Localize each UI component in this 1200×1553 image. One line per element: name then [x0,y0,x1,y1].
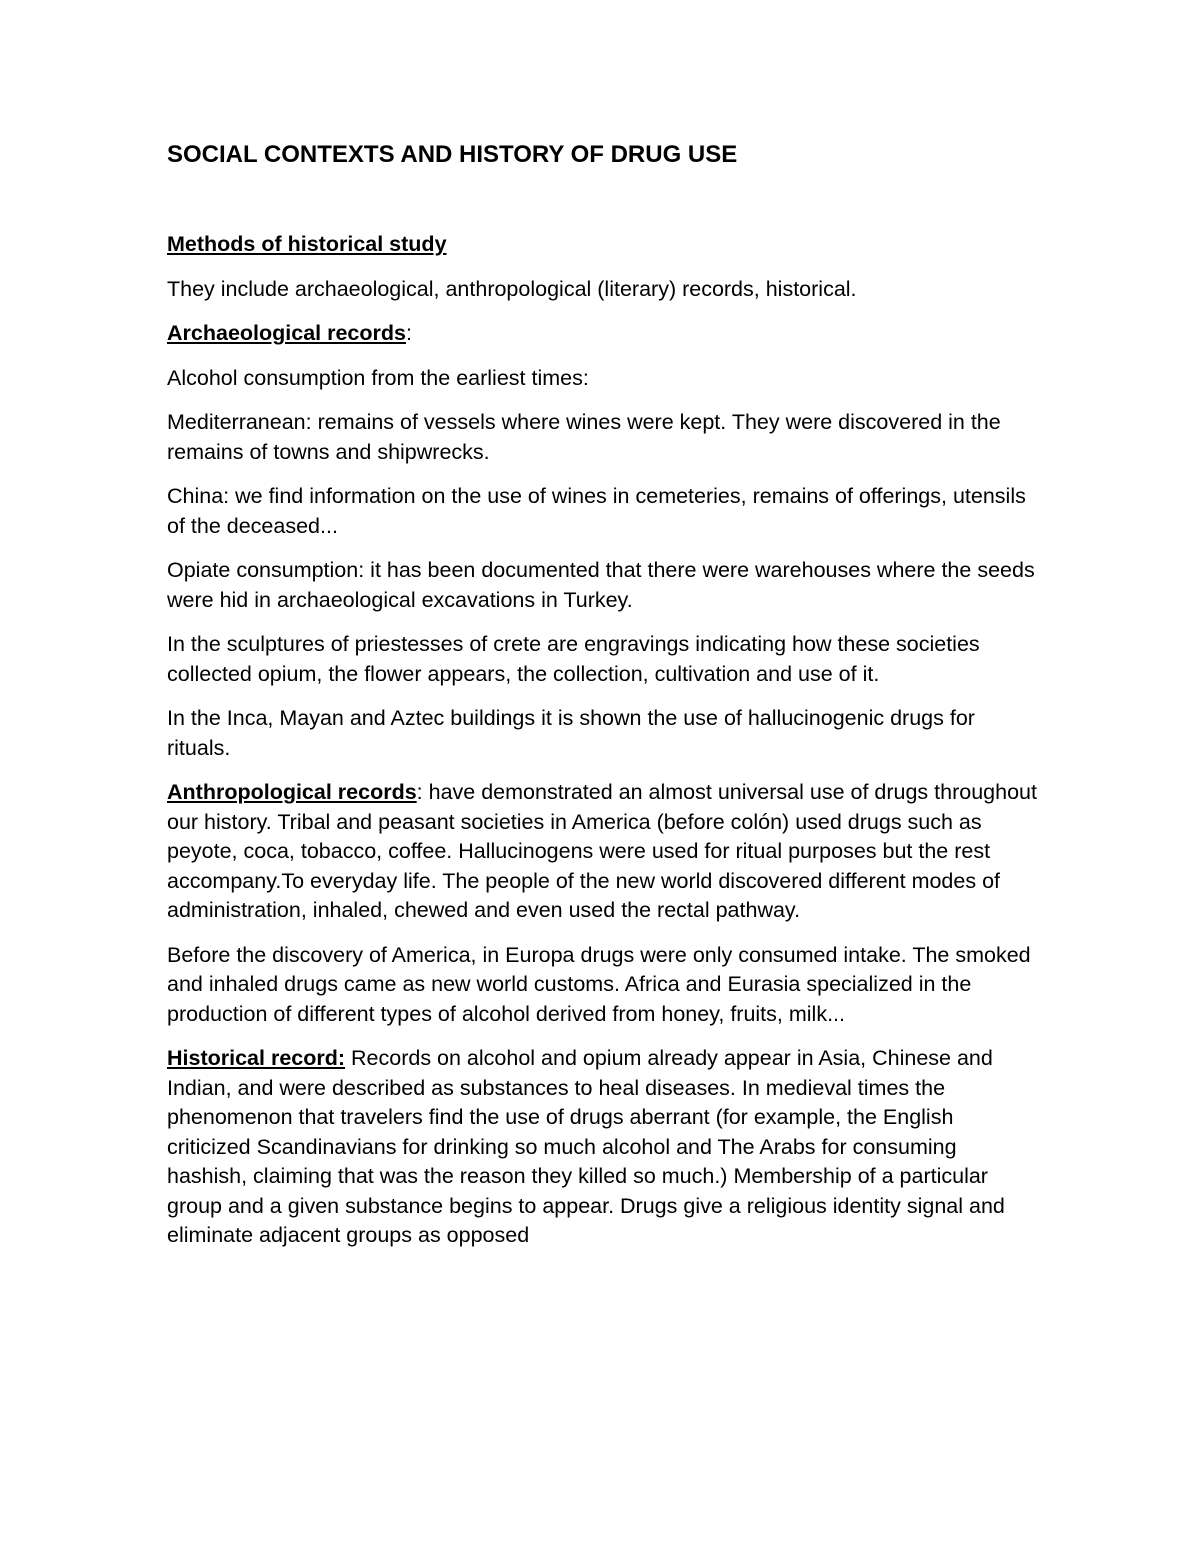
anthropological-paragraph [167,778,1037,926]
document-title: SOCIAL CONTEXTS AND HISTORY OF DRUG USE [167,141,738,168]
historical-label: Historical record: [167,1046,346,1070]
anthropological-label: Anthropological records [167,780,417,804]
historical-paragraph [167,1044,1037,1251]
archaeological-paragraph: Mediterranean: remains of vessels where wines were kept. They were discovered in the remains of towns and shipwrecks. [167,410,1001,464]
archaeological-paragraph: Alcohol consumption from the earliest times: [167,365,589,390]
archaeological-paragraph: China: we find information on the use of wines in cemeteries, remains of offerings, utensils of the deceased... [167,484,1026,538]
historical-text: Records on alcohol and opium already appear in Asia, Chinese and Indian, and were described as substances to heal diseases. In medieval times the phenomenon that travelers find the use of drugs aberrant (for example, the English criticized Scandinavians for drinking so much alcohol and The Arabs for consuming hashish, claiming that was the reason they killed so much.) Membership of a particular group and a given substance begins to appear. Drugs give a religious identity signal and eliminate adjacent groups as opposed [167,1046,1005,1247]
anthropological-text: : have demonstrated an almost universal use of drugs throughout our history. Tribal and peasant societies in America (before colón) used drugs such as peyote, coca, tobacco, coffee. Hallucinogens were used for ritual purposes but the rest accompany.To everyday life. The people of the new world discovered different modes of administration, inhaled, chewed and even used the rectal pathway. [167,780,1037,922]
before-discovery-paragraph: Before the discovery of America, in Europa drugs were only consumed intake. The smoked and inhaled drugs came as new world customs. Africa and Eurasia specialized in the production of different types of alcohol derived from honey, fruits, milk... [167,942,1031,1026]
archaeological-label: Archaeological records [167,321,406,345]
methods-heading: Methods of historical study [167,232,447,256]
archaeological-label-suffix: : [405,321,412,345]
document-page [167,138,1037,1266]
intro-paragraph: They include archaeological, anthropological (literary) records, historical. [167,276,857,301]
archaeological-paragraph: In the Inca, Mayan and Aztec buildings it is shown the use of hallucinogenic drugs for rituals. [167,706,975,760]
archaeological-paragraph: In the sculptures of priestesses of crete are engravings indicating how these societies collected opium, the flower appears, the collection, cultivation and use of it. [167,632,980,686]
archaeological-paragraph: Opiate consumption: it has been documented that there were warehouses where the seeds were hid in archaeological excavations in Turkey. [167,558,1035,612]
archaeological-heading [167,319,1037,349]
